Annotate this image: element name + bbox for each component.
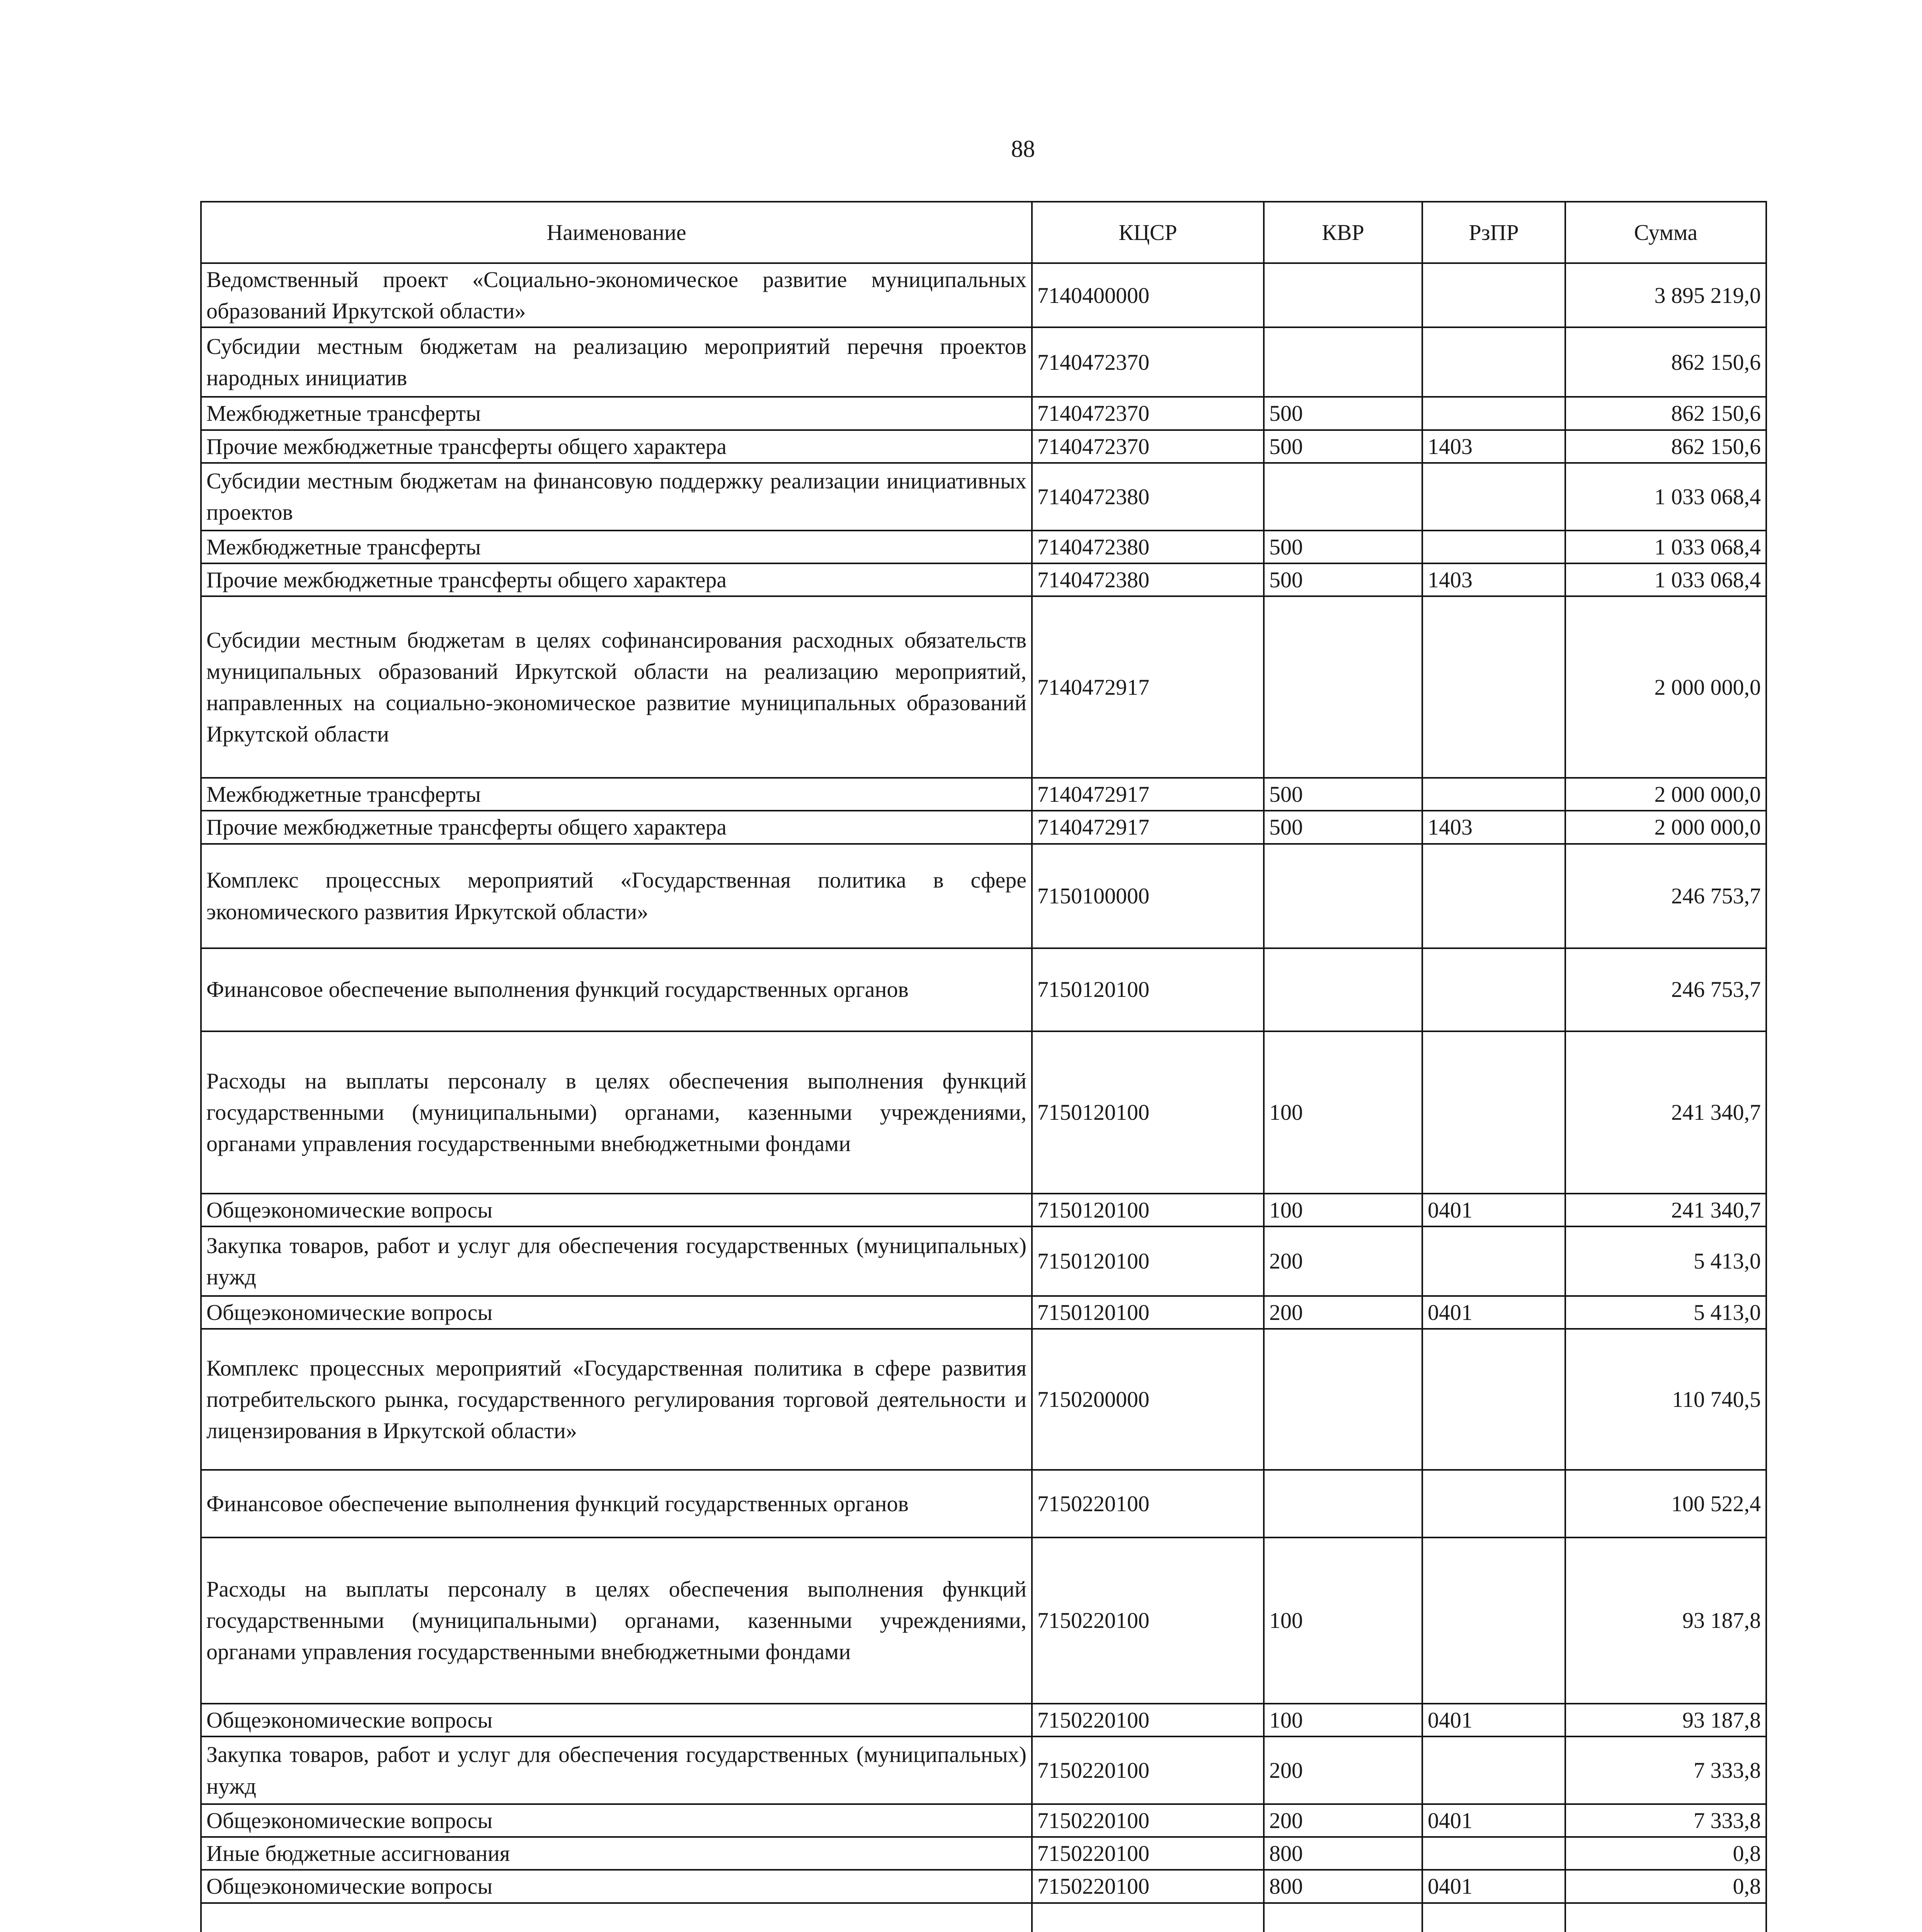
cell-kvr: 500 <box>1264 811 1422 844</box>
cell-code: 7150220100 <box>1032 1470 1264 1537</box>
cell-kvr <box>1264 1903 1422 1932</box>
cell-sum: 862 150,6 <box>1565 327 1766 397</box>
cell-rzpr: 0401 <box>1422 1704 1565 1736</box>
cell-rzpr <box>1422 948 1565 1031</box>
table-row <box>201 844 1766 948</box>
cell-name: Субсидии местным бюджетам на финансовую поддержку реализации инициативных проектов <box>201 463 1032 531</box>
cell-rzpr <box>1422 844 1565 948</box>
cell-sum: 5 413,0 <box>1565 1226 1766 1296</box>
cell-sum: 1 033 068,4 <box>1565 531 1766 563</box>
cell-rzpr <box>1422 531 1565 563</box>
cell-code: 7150220100 <box>1032 1736 1264 1804</box>
cell-rzpr: 1403 <box>1422 430 1565 463</box>
cell-rzpr <box>1422 1329 1565 1470</box>
cell-sum <box>1565 1903 1766 1932</box>
cell-sum: 246 753,7 <box>1565 948 1766 1031</box>
cell-rzpr <box>1422 1226 1565 1296</box>
cell-name: Общеэкономические вопросы <box>201 1194 1032 1226</box>
cell-kvr: 100 <box>1264 1031 1422 1194</box>
cell-kvr <box>1264 263 1422 327</box>
cell-rzpr <box>1422 263 1565 327</box>
cell-sum: 0,8 <box>1565 1870 1766 1903</box>
cell-name: Межбюджетные трансферты <box>201 778 1032 811</box>
cell-rzpr <box>1422 1031 1565 1194</box>
cell-kvr: 200 <box>1264 1804 1422 1837</box>
cell-rzpr <box>1422 1903 1565 1932</box>
cell-code: 7150120100 <box>1032 948 1264 1031</box>
cell-sum: 241 340,7 <box>1565 1031 1766 1194</box>
cell-sum: 0,8 <box>1565 1837 1766 1870</box>
header-sum: Сумма <box>1565 202 1766 263</box>
table-row <box>201 778 1766 811</box>
cell-sum: 110 740,5 <box>1565 1329 1766 1470</box>
cell-kvr <box>1264 948 1422 1031</box>
cell-code: 7140472917 <box>1032 596 1264 778</box>
cell-kvr: 100 <box>1264 1704 1422 1736</box>
table-row <box>201 1470 1766 1537</box>
cell-name: Иные бюджетные ассигнования <box>201 1837 1032 1870</box>
cell-name: Общеэкономические вопросы <box>201 1704 1032 1736</box>
cell-rzpr <box>1422 397 1565 430</box>
table-row <box>201 1837 1766 1870</box>
cell-name: Общеэкономические вопросы <box>201 1870 1032 1903</box>
cell-name: Прочие межбюджетные трансферты общего характера <box>201 563 1032 596</box>
cell-code: 7150220100 <box>1032 1870 1264 1903</box>
table-row <box>201 811 1766 844</box>
cell-name: Финансовое обеспечение выполнения функций государственных органов <box>201 948 1032 1031</box>
cell-sum: 7 333,8 <box>1565 1804 1766 1837</box>
header-name: Наименование <box>201 202 1032 263</box>
cell-sum: 7 333,8 <box>1565 1736 1766 1804</box>
cell-code: 7150120100 <box>1032 1296 1264 1329</box>
cell-sum: 2 000 000,0 <box>1565 596 1766 778</box>
cell-kvr <box>1264 1329 1422 1470</box>
cell-kvr: 500 <box>1264 778 1422 811</box>
cell-sum: 2 000 000,0 <box>1565 778 1766 811</box>
cell-name: Расходы на выплаты персоналу в целях обеспечения выполнения функций государственными (муниципальными) органами, казенными учреждениями, органами управления государственными внебюджетными фондами <box>201 1031 1032 1194</box>
header-rzpr: РзПР <box>1422 202 1565 263</box>
cell-rzpr <box>1422 1470 1565 1537</box>
cell-code: 7150120100 <box>1032 1031 1264 1194</box>
table-row <box>201 1226 1766 1296</box>
cell-rzpr <box>1422 596 1565 778</box>
cell-code: 7140472917 <box>1032 811 1264 844</box>
cell-kvr: 500 <box>1264 397 1422 430</box>
cell-code: 7150220100 <box>1032 1537 1264 1704</box>
table-row <box>201 1031 1766 1194</box>
cell-code: 7150220100 <box>1032 1704 1264 1736</box>
cell-kvr <box>1264 844 1422 948</box>
cell-name: Финансовое обеспечение выполнения функций государственных органов <box>201 1470 1032 1537</box>
cell-kvr <box>1264 596 1422 778</box>
cell-kvr: 500 <box>1264 531 1422 563</box>
cell-name <box>201 1903 1032 1932</box>
table-row <box>201 563 1766 596</box>
cell-kvr: 200 <box>1264 1296 1422 1329</box>
cell-name: Ведомственный проект «Социально-экономическое развитие муниципальных образований Иркутской области» <box>201 263 1032 327</box>
table-row <box>201 1537 1766 1704</box>
cell-name: Прочие межбюджетные трансферты общего характера <box>201 430 1032 463</box>
cell-sum: 3 895 219,0 <box>1565 263 1766 327</box>
cell-kvr: 800 <box>1264 1870 1422 1903</box>
cell-sum: 241 340,7 <box>1565 1194 1766 1226</box>
cell-rzpr: 0401 <box>1422 1296 1565 1329</box>
cell-name: Комплекс процессных мероприятий «Государственная политика в сфере развития потребительского рынка, государственного регулирования торговой деятельности и лицензирования в Иркутской области» <box>201 1329 1032 1470</box>
cell-name: Общеэкономические вопросы <box>201 1804 1032 1837</box>
cell-name: Прочие межбюджетные трансферты общего характера <box>201 811 1032 844</box>
table-header-row <box>201 202 1766 263</box>
cell-kvr: 200 <box>1264 1226 1422 1296</box>
cell-name: Межбюджетные трансферты <box>201 397 1032 430</box>
cell-code: 7140472380 <box>1032 463 1264 531</box>
cell-name: Общеэкономические вопросы <box>201 1296 1032 1329</box>
table-row <box>201 397 1766 430</box>
cell-code: 7140472380 <box>1032 563 1264 596</box>
cell-code: 7140400000 <box>1032 263 1264 327</box>
cell-rzpr: 0401 <box>1422 1194 1565 1226</box>
cell-name: Расходы на выплаты персоналу в целях обеспечения выполнения функций государственными (муниципальными) органами, казенными учреждениями, органами управления государственными внебюджетными фондами <box>201 1537 1032 1704</box>
cell-code: 7150220100 <box>1032 1804 1264 1837</box>
table-row <box>201 1194 1766 1226</box>
cell-code: 7140472380 <box>1032 531 1264 563</box>
cell-rzpr <box>1422 1837 1565 1870</box>
cell-sum: 1 033 068,4 <box>1565 463 1766 531</box>
cell-sum: 862 150,6 <box>1565 430 1766 463</box>
table-row <box>201 1736 1766 1804</box>
cell-rzpr <box>1422 1736 1565 1804</box>
cell-code: 7150200000 <box>1032 1329 1264 1470</box>
table-row <box>201 327 1766 397</box>
cell-kvr: 200 <box>1264 1736 1422 1804</box>
cell-sum: 246 753,7 <box>1565 844 1766 948</box>
cell-rzpr: 1403 <box>1422 563 1565 596</box>
table-row <box>201 1903 1766 1932</box>
cell-code: 7150220100 <box>1032 1837 1264 1870</box>
cell-kvr: 800 <box>1264 1837 1422 1870</box>
table-row <box>201 263 1766 327</box>
cell-sum: 862 150,6 <box>1565 397 1766 430</box>
cell-rzpr: 0401 <box>1422 1870 1565 1903</box>
table-row <box>201 1704 1766 1736</box>
header-kvr: КВР <box>1264 202 1422 263</box>
cell-kvr <box>1264 1470 1422 1537</box>
cell-rzpr <box>1422 463 1565 531</box>
cell-kvr <box>1264 327 1422 397</box>
cell-code: 7140472370 <box>1032 430 1264 463</box>
table-row <box>201 430 1766 463</box>
cell-kvr: 100 <box>1264 1194 1422 1226</box>
table-row <box>201 596 1766 778</box>
table-row <box>201 1329 1766 1470</box>
table-row <box>201 531 1766 563</box>
cell-kvr <box>1264 463 1422 531</box>
cell-sum: 5 413,0 <box>1565 1296 1766 1329</box>
cell-sum: 93 187,8 <box>1565 1704 1766 1736</box>
cell-name: Межбюджетные трансферты <box>201 531 1032 563</box>
table-row <box>201 1870 1766 1903</box>
cell-code: 7140472370 <box>1032 397 1264 430</box>
cell-rzpr: 1403 <box>1422 811 1565 844</box>
cell-sum: 100 522,4 <box>1565 1470 1766 1537</box>
header-code: КЦСР <box>1032 202 1264 263</box>
cell-rzpr <box>1422 1537 1565 1704</box>
cell-sum: 2 000 000,0 <box>1565 811 1766 844</box>
cell-name: Закупка товаров, работ и услуг для обеспечения государственных (муниципальных) нужд <box>201 1736 1032 1804</box>
cell-code: 7150120100 <box>1032 1194 1264 1226</box>
cell-rzpr <box>1422 778 1565 811</box>
cell-sum: 1 033 068,4 <box>1565 563 1766 596</box>
table-row <box>201 1804 1766 1837</box>
cell-code <box>1032 1903 1264 1932</box>
cell-kvr: 100 <box>1264 1537 1422 1704</box>
cell-name: Комплекс процессных мероприятий «Государственная политика в сфере экономического развития Иркутской области» <box>201 844 1032 948</box>
cell-rzpr <box>1422 327 1565 397</box>
cell-kvr: 500 <box>1264 430 1422 463</box>
cell-kvr: 500 <box>1264 563 1422 596</box>
budget-table <box>200 201 1767 1932</box>
page-number: 88 <box>1011 136 1035 162</box>
table-row <box>201 948 1766 1031</box>
cell-code: 7140472917 <box>1032 778 1264 811</box>
table-row <box>201 463 1766 531</box>
cell-code: 7150100000 <box>1032 844 1264 948</box>
cell-code: 7140472370 <box>1032 327 1264 397</box>
cell-rzpr: 0401 <box>1422 1804 1565 1837</box>
table-row <box>201 1296 1766 1329</box>
cell-code: 7150120100 <box>1032 1226 1264 1296</box>
cell-sum: 93 187,8 <box>1565 1537 1766 1704</box>
cell-name: Закупка товаров, работ и услуг для обеспечения государственных (муниципальных) нужд <box>201 1226 1032 1296</box>
cell-name: Субсидии местным бюджетам в целях софинансирования расходных обязательств муниципальных образований Иркутской области на реализацию мероприятий, направленных на социально-экономическое развитие муниципальных образований Иркутской области <box>201 596 1032 778</box>
cell-name: Субсидии местным бюджетам на реализацию мероприятий перечня проектов народных инициатив <box>201 327 1032 397</box>
